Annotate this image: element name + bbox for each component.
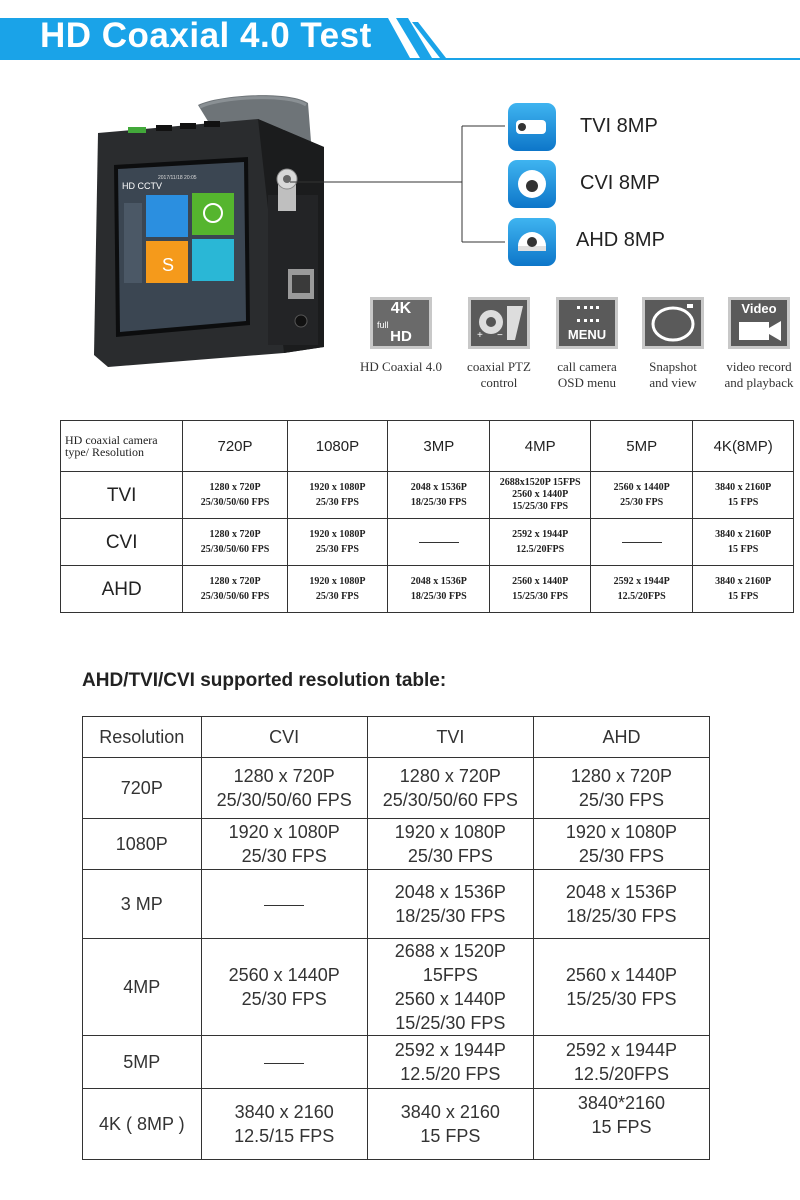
- page-title: HD Coaxial 4.0 Test: [40, 16, 372, 55]
- feed-label-cvi: CVI 8MP: [580, 172, 661, 194]
- table-cell: 2688x1520P 15FPS 2560 x 1440P 15/25/30 FPS: [490, 472, 590, 519]
- table-cell: 2048 x 1536P 18/25/30 FPS: [367, 870, 533, 939]
- feature-label: coaxial PTZ control: [467, 359, 531, 390]
- table-row: [83, 939, 710, 1036]
- row-label: AHD: [61, 566, 183, 613]
- table-cell: 1280 x 720P 25/30/50/60 FPS: [367, 758, 533, 819]
- feature-osd-menu: [546, 297, 628, 391]
- table-cell-empty: [201, 1036, 367, 1089]
- table-cell: 2592 x 1944P 12.5/20FPS: [490, 519, 590, 566]
- table-cell-empty: [590, 519, 692, 566]
- table-cell: 1920 x 1080P 25/30 FPS: [201, 819, 367, 870]
- table-cell: 1920 x 1080P 25/30 FPS: [287, 472, 387, 519]
- feed-label-tvi: TVI 8MP: [580, 115, 658, 137]
- column-header: AHD: [533, 717, 709, 758]
- table-header-row: [83, 717, 710, 758]
- table-row: [61, 472, 794, 519]
- column-header: 1080P: [287, 421, 387, 472]
- table-cell: 2048 x 1536P 18/25/30 FPS: [388, 472, 490, 519]
- table-cell: 2592 x 1944P 12.5/20FPS: [590, 566, 692, 613]
- feature-label: video record and playback: [724, 359, 794, 390]
- feature-hd-coaxial: [360, 297, 442, 375]
- feature-snapshot: [632, 297, 714, 391]
- snapshot-icon: [642, 297, 704, 349]
- table-cell: 2560 x 1440P 25/30 FPS: [590, 472, 692, 519]
- device-screen-clock: 2017/11/18 20:05: [158, 175, 197, 181]
- table-row: [83, 758, 710, 819]
- table-cell: 3840 x 2160P 15 FPS: [693, 519, 794, 566]
- table-cell: 2560 x 1440P 15/25/30 FPS: [533, 939, 709, 1036]
- table-cell: 2560 x 1440P 15/25/30 FPS: [490, 566, 590, 613]
- table-cell: 2048 x 1536P 18/25/30 FPS: [388, 566, 490, 613]
- row-label: 3 MP: [83, 870, 202, 939]
- table-cell: 3840 x 2160P 15 FPS: [693, 566, 794, 613]
- table-row: [83, 1036, 710, 1089]
- row-label: 1080P: [83, 819, 202, 870]
- feature-label: HD Coaxial 4.0: [360, 359, 442, 374]
- hd-coaxial-resolution-table: [60, 420, 794, 613]
- table-cell: 3840 x 2160 12.5/15 FPS: [201, 1089, 367, 1160]
- column-header: 4MP: [490, 421, 590, 472]
- table-cell: 1280 x 720P 25/30/50/60 FPS: [201, 758, 367, 819]
- table-cell: 2048 x 1536P 18/25/30 FPS: [533, 870, 709, 939]
- table-cell: 1920 x 1080P 25/30 FPS: [533, 819, 709, 870]
- column-header: Resolution: [83, 717, 202, 758]
- table-row: [83, 819, 710, 870]
- table-corner-cell: HD coaxial camera type/ Resolution: [61, 421, 183, 472]
- table-cell: 2592 x 1944P 12.5/20FPS: [533, 1036, 709, 1089]
- table-cell: 1280 x 720P 25/30/50/60 FPS: [183, 566, 287, 613]
- row-label: TVI: [61, 472, 183, 519]
- table-cell: 2688 x 1520P 15FPS 2560 x 1440P 15/25/30 FPS: [367, 939, 533, 1036]
- feature-label: call camera OSD menu: [557, 359, 617, 390]
- table-row: [83, 1089, 710, 1160]
- table-cell: 1280 x 720P 25/30/50/60 FPS: [183, 519, 287, 566]
- dome-camera-icon: [508, 218, 556, 266]
- column-header: 3MP: [388, 421, 490, 472]
- table-row: [61, 519, 794, 566]
- row-label: 4MP: [83, 939, 202, 1036]
- column-header: TVI: [367, 717, 533, 758]
- table-cell: 2592 x 1944P 12.5/20 FPS: [367, 1036, 533, 1089]
- table-cell: 1920 x 1080P 25/30 FPS: [287, 519, 387, 566]
- row-label: 5MP: [83, 1036, 202, 1089]
- device-screen-header: HD CCTV: [122, 181, 162, 191]
- table-cell: 1920 x 1080P 25/30 FPS: [367, 819, 533, 870]
- table-row: [61, 566, 794, 613]
- table-cell: 3840*2160 15 FPS: [533, 1089, 709, 1160]
- table-cell: 1280 x 720P 25/30/50/60 FPS: [183, 472, 287, 519]
- feature-video-record: [718, 297, 800, 391]
- table-cell-empty: [388, 519, 490, 566]
- ptz-camera-icon: + −: [468, 297, 530, 349]
- svg-text:S: S: [162, 255, 175, 275]
- feature-label: Snapshot and view: [649, 359, 697, 390]
- table-cell: 3840 x 2160 15 FPS: [367, 1089, 533, 1160]
- 4k-full-hd-icon: 4K full HD: [370, 297, 432, 349]
- feed-label-ahd: AHD 8MP: [576, 229, 665, 251]
- bullet-camera-icon: [508, 103, 556, 151]
- menu-icon: MENU: [556, 297, 618, 349]
- supported-resolution-title: AHD/TVI/CVI supported resolution table:: [82, 670, 447, 691]
- column-header: CVI: [201, 717, 367, 758]
- video-icon: Video: [728, 297, 790, 349]
- row-label: 720P: [83, 758, 202, 819]
- supported-resolution-table: [82, 716, 710, 1160]
- row-label: 4K ( 8MP ): [83, 1089, 202, 1160]
- table-header-row: [61, 421, 794, 472]
- column-header: 4K(8MP): [693, 421, 794, 472]
- table-cell: 1280 x 720P 25/30 FPS: [533, 758, 709, 819]
- row-label: CVI: [61, 519, 183, 566]
- column-header: 720P: [183, 421, 287, 472]
- feed-connector-lines: [290, 120, 510, 250]
- feature-ptz-control: [458, 297, 540, 391]
- column-header: 5MP: [590, 421, 692, 472]
- table-cell: 2560 x 1440P 25/30 FPS: [201, 939, 367, 1036]
- header-banner: [0, 0, 800, 80]
- table-cell-empty: [201, 870, 367, 939]
- table-row: [83, 870, 710, 939]
- dome-camera-icon: [508, 160, 556, 208]
- table-cell: 3840 x 2160P 15 FPS: [693, 472, 794, 519]
- table-cell: 1920 x 1080P 25/30 FPS: [287, 566, 387, 613]
